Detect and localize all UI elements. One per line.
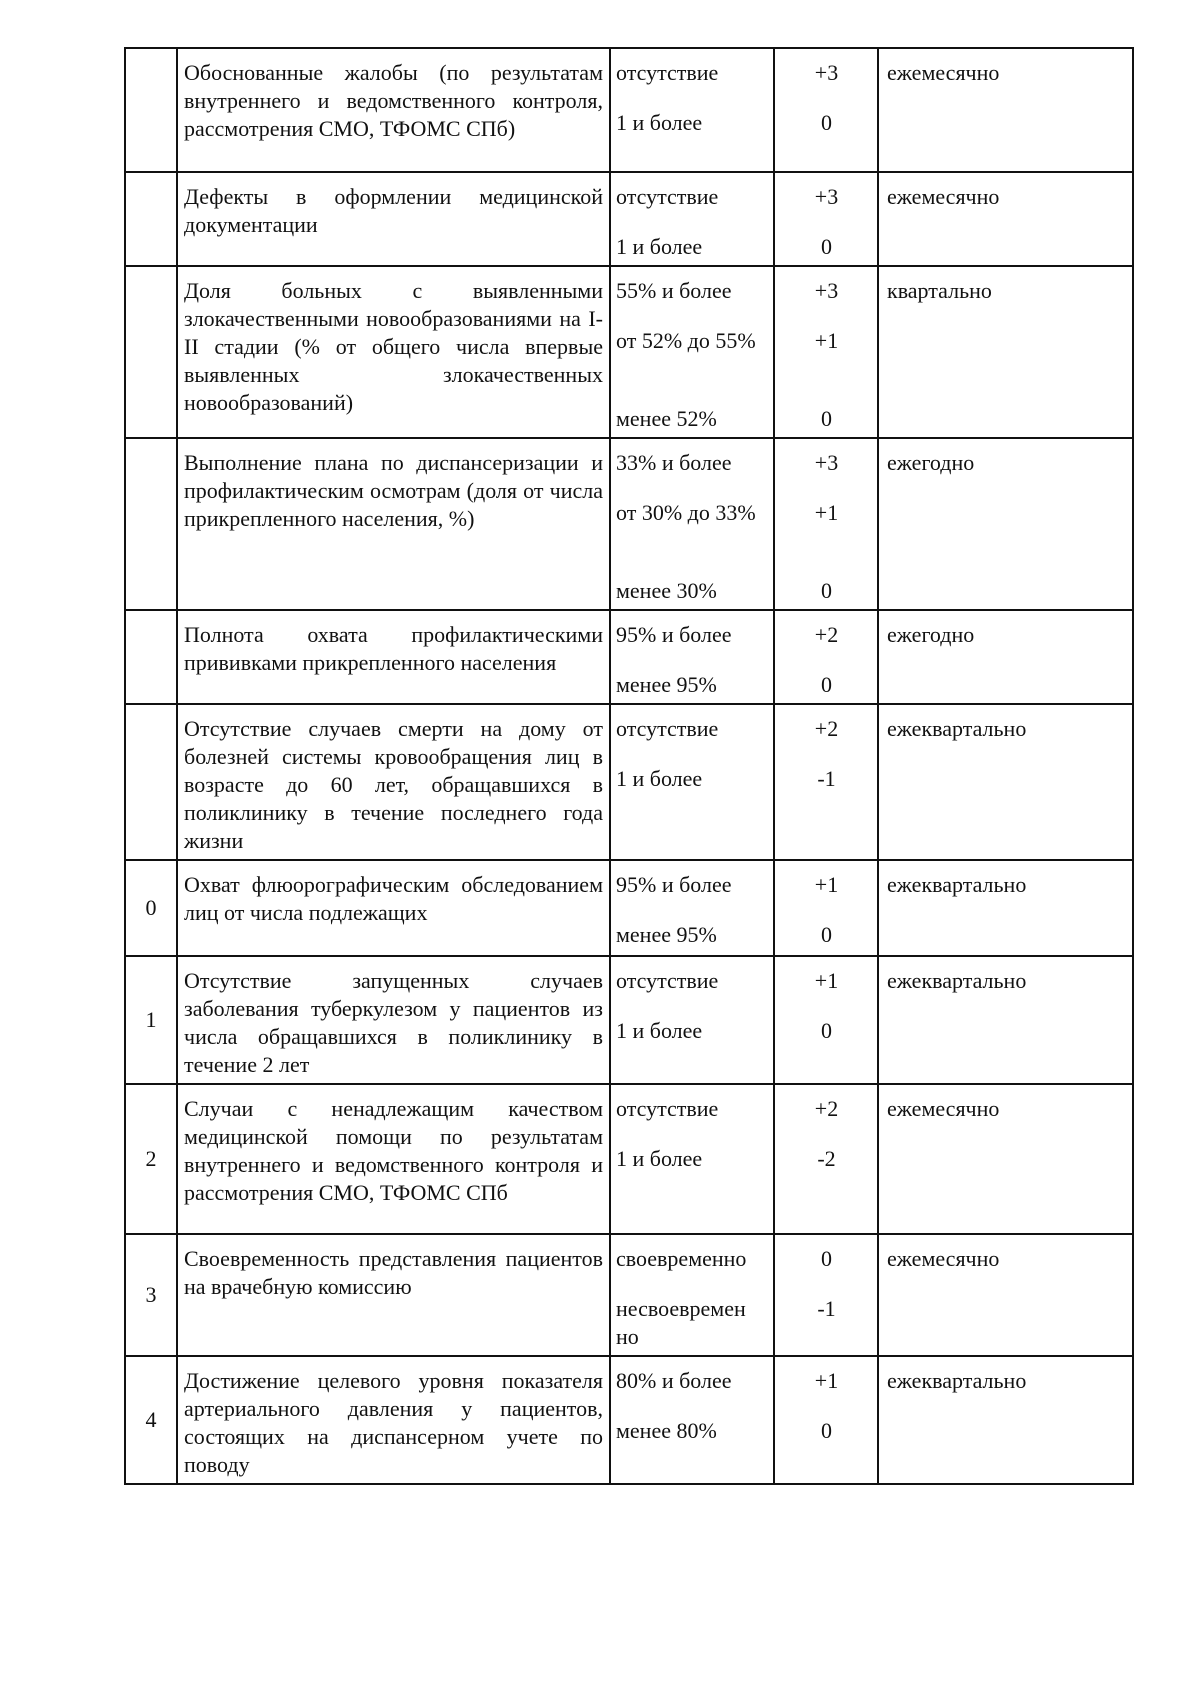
option-value: 95% и более bbox=[616, 622, 732, 647]
period-cell: ежеквартально bbox=[878, 1356, 1133, 1484]
option-spacer bbox=[780, 1123, 873, 1145]
value-cell bbox=[610, 1084, 774, 1234]
option-spacer bbox=[616, 1395, 769, 1417]
criteria-table-body bbox=[125, 48, 1133, 1484]
row-number bbox=[125, 438, 177, 610]
option-points: 0 bbox=[821, 578, 832, 603]
indicator-cell: Достижение целевого уровня показателя артериального давления у пациентов, состоящих на диспансерном учете по поводу bbox=[177, 1356, 610, 1484]
option-spacer bbox=[616, 995, 769, 1017]
option-value: 1 и более bbox=[616, 1018, 703, 1043]
period-cell: ежемесячно bbox=[878, 1234, 1133, 1356]
period-cell: ежеквартально bbox=[878, 860, 1133, 956]
value-cell bbox=[610, 266, 774, 438]
option-points: +1 bbox=[814, 500, 839, 525]
indicator-cell: Дефекты в оформлении медицинской документации bbox=[177, 172, 610, 266]
value-cell bbox=[610, 1234, 774, 1356]
option-points: 0 bbox=[821, 406, 832, 431]
points-cell bbox=[774, 1084, 878, 1234]
option-value: отсутствие bbox=[616, 968, 719, 993]
option-spacer bbox=[780, 1273, 873, 1295]
criteria-table bbox=[124, 47, 1134, 1485]
option-value: 1 и более bbox=[616, 766, 703, 791]
table-row bbox=[125, 610, 1133, 704]
option-points: +3 bbox=[814, 278, 839, 303]
points-cell bbox=[774, 48, 878, 172]
option-spacer bbox=[616, 743, 769, 765]
option-value: 1 и более bbox=[616, 1146, 703, 1171]
option-spacer bbox=[780, 899, 873, 921]
option-value: менее 95% bbox=[616, 672, 717, 697]
indicator-cell: Выполнение плана по диспансеризации и профилактическим осмотрам (доля от числа прикрепленного населения, %) bbox=[177, 438, 610, 610]
option-spacer bbox=[780, 477, 873, 499]
option-value: от 30% до 33% bbox=[616, 500, 756, 525]
option-spacer bbox=[780, 1395, 873, 1417]
row-number: 3 bbox=[125, 1234, 177, 1356]
period-cell: ежеквартально bbox=[878, 956, 1133, 1084]
option-value: менее 30% bbox=[616, 578, 717, 603]
value-cell bbox=[610, 172, 774, 266]
indicator-cell: Отсутствие запущенных случаев заболевания туберкулезом у пациентов из числа обращавшихся в поликлинику в течение 2 лет bbox=[177, 956, 610, 1084]
option-spacer bbox=[616, 383, 769, 405]
option-spacer bbox=[616, 87, 769, 109]
option-value: отсутствие bbox=[616, 716, 719, 741]
table-row bbox=[125, 266, 1133, 438]
value-cell bbox=[610, 48, 774, 172]
row-number bbox=[125, 704, 177, 860]
option-spacer bbox=[780, 305, 873, 327]
option-value: 1 и более bbox=[616, 110, 703, 135]
option-points: -1 bbox=[817, 766, 836, 791]
points-cell bbox=[774, 438, 878, 610]
option-spacer bbox=[780, 649, 873, 671]
period-cell: ежеквартально bbox=[878, 704, 1133, 860]
option-points: +1 bbox=[814, 328, 839, 353]
option-value: отсутствие bbox=[616, 1096, 719, 1121]
indicator-cell: Своевременность представления пациентов на врачебную комиссию bbox=[177, 1234, 610, 1356]
option-points: 0 bbox=[821, 922, 832, 947]
period-cell: ежегодно bbox=[878, 610, 1133, 704]
option-spacer bbox=[616, 555, 769, 577]
option-spacer bbox=[616, 899, 769, 921]
value-cell bbox=[610, 956, 774, 1084]
value-cell bbox=[610, 704, 774, 860]
option-spacer bbox=[616, 1273, 769, 1295]
row-number bbox=[125, 610, 177, 704]
points-cell bbox=[774, 172, 878, 266]
option-value: менее 95% bbox=[616, 922, 717, 947]
option-value: 33% и более bbox=[616, 450, 732, 475]
option-value: 1 и более bbox=[616, 234, 703, 259]
option-spacer bbox=[780, 87, 873, 109]
indicator-cell: Доля больных с выявленными злокачественными новообразованиями на I-II стадии (% от общего числа впервые выявленных злокачественных новообразований) bbox=[177, 266, 610, 438]
indicator-cell: Отсутствие случаев смерти на дому от болезней системы кровообращения лиц в возрасте до 60 лет, обращавшихся в поликлинику в течение последнего года жизни bbox=[177, 704, 610, 860]
option-spacer bbox=[616, 305, 769, 327]
option-value: своевременно bbox=[616, 1246, 747, 1271]
row-number: 4 bbox=[125, 1356, 177, 1484]
option-value: 55% и более bbox=[616, 278, 732, 303]
option-spacer bbox=[616, 1123, 769, 1145]
table-row bbox=[125, 860, 1133, 956]
option-value: несвоевремен но bbox=[616, 1296, 746, 1349]
points-cell bbox=[774, 1356, 878, 1484]
option-points: +1 bbox=[814, 1368, 839, 1393]
option-points: -2 bbox=[817, 1146, 836, 1171]
option-value: 80% и более bbox=[616, 1368, 732, 1393]
points-cell bbox=[774, 956, 878, 1084]
option-value: отсутствие bbox=[616, 184, 719, 209]
row-number: 0 bbox=[125, 860, 177, 956]
points-cell bbox=[774, 266, 878, 438]
table-row bbox=[125, 1234, 1133, 1356]
period-cell: ежемесячно bbox=[878, 48, 1133, 172]
option-points: 0 bbox=[821, 110, 832, 135]
option-points: 0 bbox=[821, 1018, 832, 1043]
option-spacer bbox=[780, 743, 873, 765]
table-row bbox=[125, 1356, 1133, 1484]
period-cell: ежемесячно bbox=[878, 1084, 1133, 1234]
points-cell bbox=[774, 704, 878, 860]
option-value: менее 80% bbox=[616, 1418, 717, 1443]
indicator-cell: Случаи с ненадлежащим качеством медицинской помощи по результатам внутреннего и ведомственного контроля и рассмотрения СМО, ТФОМС СПб bbox=[177, 1084, 610, 1234]
value-cell bbox=[610, 438, 774, 610]
option-points: +3 bbox=[814, 450, 839, 475]
value-cell bbox=[610, 860, 774, 956]
table-row bbox=[125, 48, 1133, 172]
row-number bbox=[125, 172, 177, 266]
points-cell bbox=[774, 610, 878, 704]
row-number bbox=[125, 48, 177, 172]
points-cell bbox=[774, 1234, 878, 1356]
option-points: +3 bbox=[814, 184, 839, 209]
table-row bbox=[125, 438, 1133, 610]
option-points: +3 bbox=[814, 60, 839, 85]
indicator-cell: Обоснованные жалобы (по результатам внутреннего и ведомственного контроля, рассмотрения СМО, ТФОМС СПб) bbox=[177, 48, 610, 172]
option-value: отсутствие bbox=[616, 60, 719, 85]
option-spacer bbox=[780, 383, 873, 405]
row-number: 2 bbox=[125, 1084, 177, 1234]
option-spacer bbox=[616, 211, 769, 233]
table-row bbox=[125, 172, 1133, 266]
row-number bbox=[125, 266, 177, 438]
period-cell: ежегодно bbox=[878, 438, 1133, 610]
table-row bbox=[125, 956, 1133, 1084]
option-value: от 52% до 55% bbox=[616, 328, 756, 353]
option-points: 0 bbox=[821, 234, 832, 259]
period-cell: квартально bbox=[878, 266, 1133, 438]
option-spacer bbox=[780, 555, 873, 577]
period-cell: ежемесячно bbox=[878, 172, 1133, 266]
option-points: 0 bbox=[821, 672, 832, 697]
option-points: +1 bbox=[814, 968, 839, 993]
option-spacer bbox=[780, 211, 873, 233]
option-points: -1 bbox=[817, 1296, 836, 1321]
value-cell bbox=[610, 1356, 774, 1484]
points-cell bbox=[774, 860, 878, 956]
option-spacer bbox=[616, 477, 769, 499]
option-points: +2 bbox=[814, 1096, 839, 1121]
option-points: +2 bbox=[814, 622, 839, 647]
option-spacer bbox=[616, 649, 769, 671]
option-points: +1 bbox=[814, 872, 839, 897]
table-row bbox=[125, 1084, 1133, 1234]
option-points: 0 bbox=[821, 1418, 832, 1443]
option-value: менее 52% bbox=[616, 406, 717, 431]
option-spacer bbox=[780, 995, 873, 1017]
option-points: +2 bbox=[814, 716, 839, 741]
option-value: 95% и более bbox=[616, 872, 732, 897]
table-row bbox=[125, 704, 1133, 860]
option-points: 0 bbox=[821, 1246, 832, 1271]
value-cell bbox=[610, 610, 774, 704]
indicator-cell: Полнота охвата профилактическими прививками прикрепленного населения bbox=[177, 610, 610, 704]
row-number: 1 bbox=[125, 956, 177, 1084]
indicator-cell: Охват флюорографическим обследованием лиц от числа подлежащих bbox=[177, 860, 610, 956]
